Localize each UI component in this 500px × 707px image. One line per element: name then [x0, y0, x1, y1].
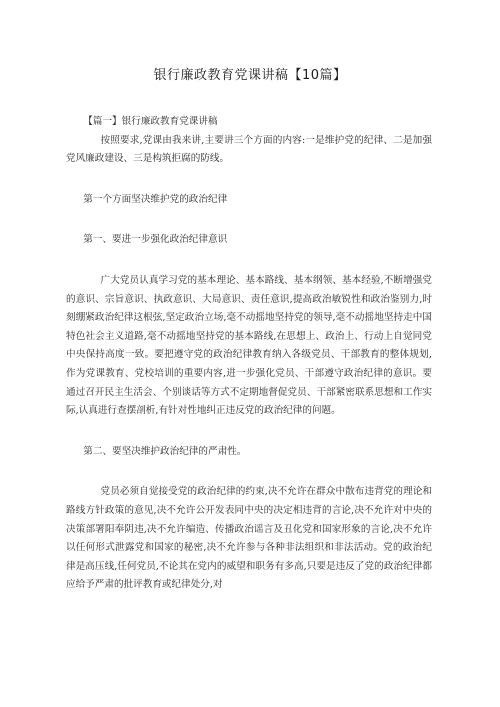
- document-title: 银行廉政教育党课讲稿【10篇】: [153, 68, 347, 83]
- section-heading: 【篇一】银行廉政教育党课讲稿: [83, 116, 218, 127]
- section-heading: 第一个方面坚决维护党的政治纪律: [83, 193, 228, 205]
- document-body: [66, 113, 432, 595]
- body-paragraph: 广大党员认真学习党的基本理论、基本路线、基本纲领、基本经验,不断增强党的意识、宗旨意识、执政意识、大局意识、责任意识,提高政治敏锐性和政治鉴别力,时刻绷紧政治纪律这根弦,坚定政治立场,毫不动摇地坚持党的领导,毫不动摇地坚持走中国特色社会主义道路,毫不动摇地坚持党的基本路线,在思想上、政治上、行动上自觉同党中央保持高度一致。要把遵守党的政治纪律教育纳入各级党员、干部教育的整体规划,作为党课教育、党校培训的重要内容,进一步强化党员、干部遵守政治纪律的意识。要通过召开民主生活会、个别谈话等方式不定期地督促党员、干部紧密联系思想和工作实际,认真进行查摆剖析,有针对性地纠正违反党的政治纪律的问题。: [66, 274, 432, 417]
- body-paragraph: 党员必须自觉接受党的政治纪律的约束,决不允许在群众中散布违背党的理论和路线方针政策的意见,决不允许公开发表同中央的决定相违背的言论,决不允许对中央的决策部署阳奉阴违,决不允许编造、传播政治谣言及丑化党和国家形象的言论,决不允许以任何形式泄露党和国家的秘密,决不允许参与各种非法组织和非法活动。党的政治纪律是高压线,任何党员,不论其在党内的威望和职务有多高,只要是违反了党的政治纪律都应给予严肃的批评教育或纪律处分,对: [66, 486, 432, 591]
- subsection-heading: 第二、要坚决维护政治纪律的严肃性。: [83, 445, 247, 457]
- subsection-heading: 第一、要进一步强化政治纪律意识: [83, 234, 228, 246]
- body-paragraph: 按照要求,党课由我来讲,主要讲三个方面的内容:一是维护党的纪律、二是加强党风廉政建设、三是构筑拒腐的防线。: [66, 134, 432, 165]
